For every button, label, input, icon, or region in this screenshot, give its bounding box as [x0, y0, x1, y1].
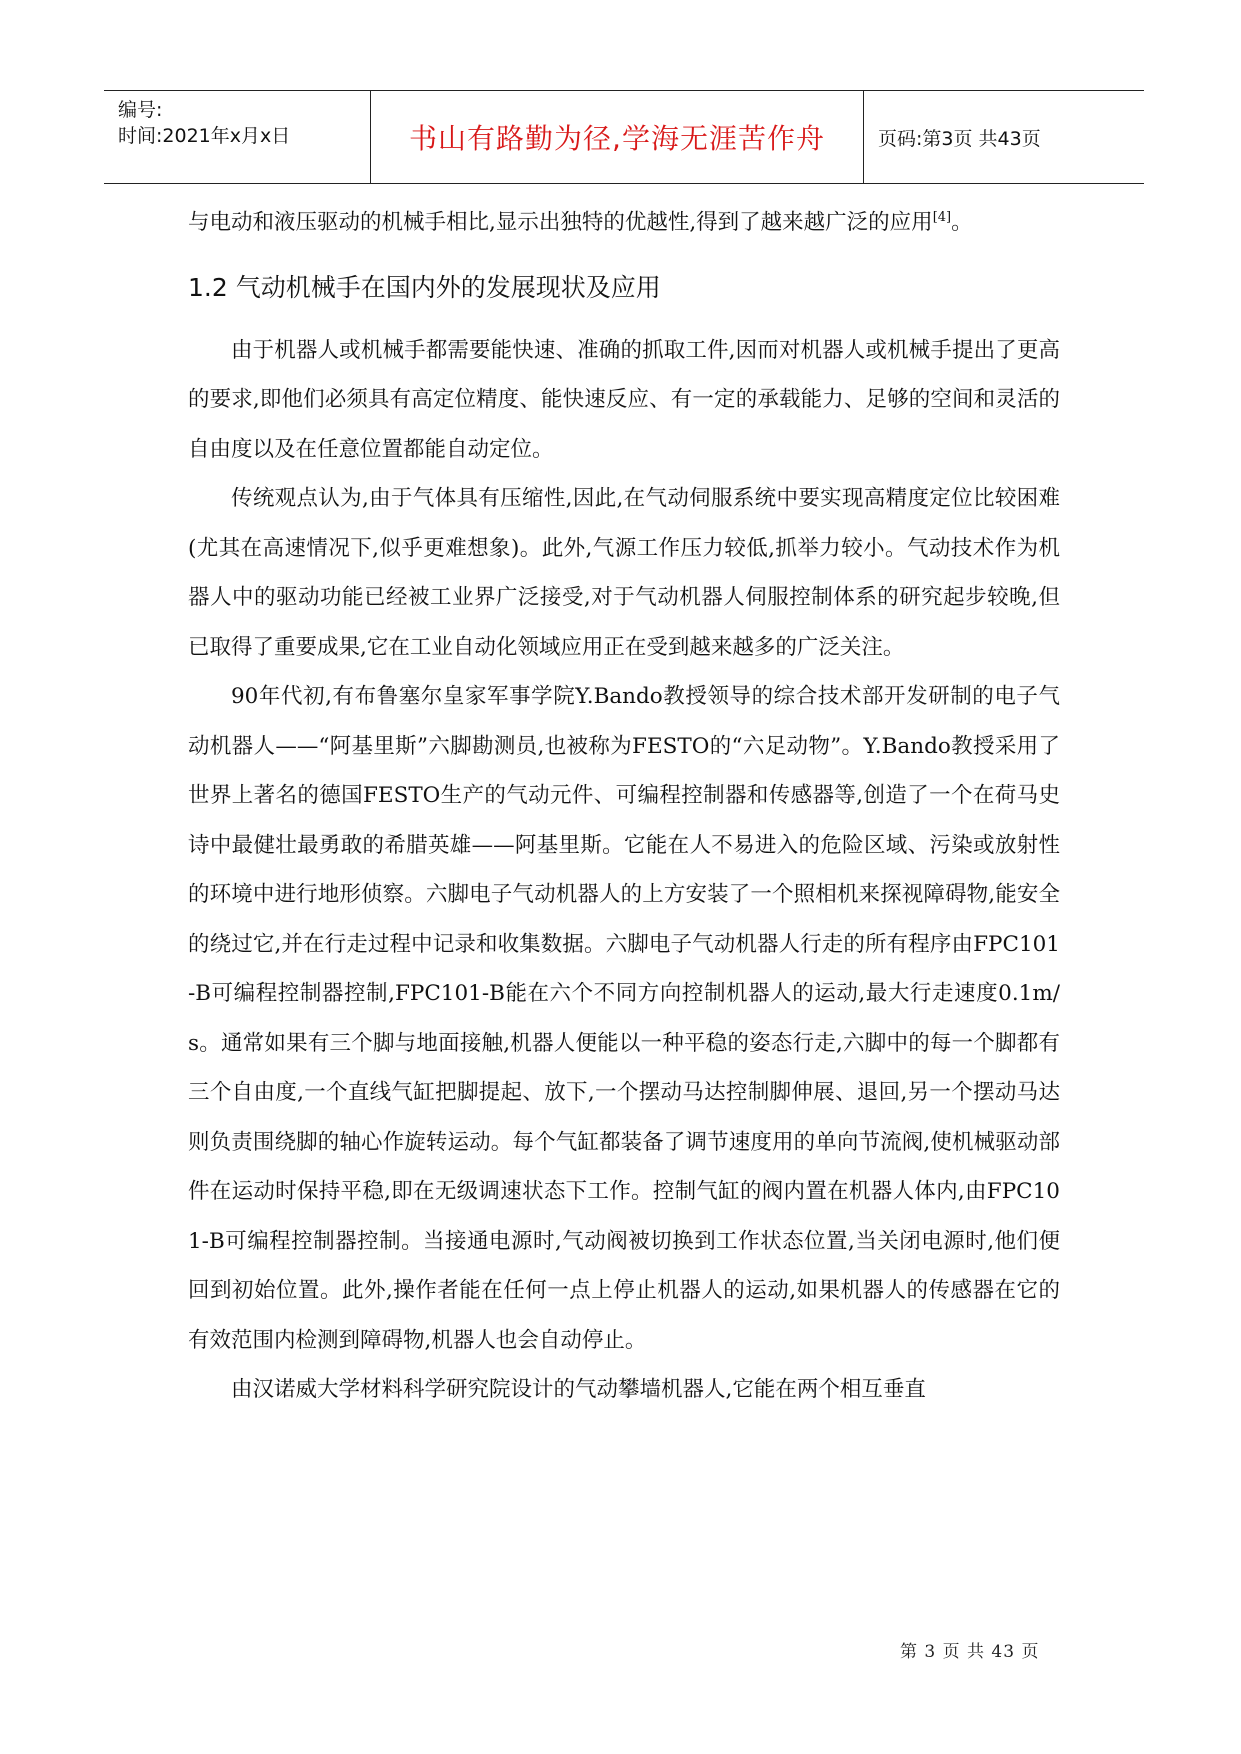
serial-number-label: 编号: [118, 99, 163, 121]
paragraph-traditional-view: 传统观点认为,由于气体具有压缩性,因此,在气动伺服系统中要实现高精度定位比较困难(尤其在高速情况下,似乎更难想象)。此外,气源工作压力较低,抓举力较小。气动技术作为机器人中的驱动功能已经被工业界广泛接受,对于气动机器人伺服控制体系的研究起步较晚,但已取得了重要成果,它在工业自动化领域应用正在受到越来越多的广泛关注。 [188, 486, 1060, 660]
header-info-cell [104, 91, 370, 183]
section-heading: 1.2 气动机械手在国内外的发展现状及应用 [188, 272, 661, 302]
paragraph-hexapod-robot: 90年代初,有布鲁塞尔皇家军事学院Y.Bando教授领导的综合技术部开发研制的电子气动机器人——“阿基里斯”六脚勘测员,也被称为FESTO的“六足动物”。Y.Bando教授采用了世界上著名的德国FESTO生产的气动元件、可编程控制器和传感器等,创造了一个在荷马史诗中最健壮最勇敢的希腊英雄——阿基里斯。它能在人不易进入的危险区域、污染或放射性的环境中进行地形侦察。六脚电子气动机器人的上方安装了一个照相机来探视障碍物,能安全的绕过它,并在行走过程中记录和收集数据。六脚电子气动机器人行走的所有程序由FPC101-B可编程控制器控制,FPC101-B能在六个不同方向控制机器人的运动,最大行走速度0.1m/s。通常如果有三个脚与地面接触,机器人便能以一种平稳的姿态行走,六脚中的每一个脚都有三个自由度,一个直线气缸把脚提起、放下,一个摆动马达控制脚伸展、退回,另一个摆动马达则负责围绕脚的轴心作旋转运动。每个气缸都装备了调节速度用的单向节流阀,使机械驱动部件在运动时保持平稳,即在无级调速状态下工作。控制气缸的阀内置在机器人体内,由FPC101-B可编程控制器控制。当接通电源时,气动阀被切换到工作状态位置,当关闭电源时,他们便回到初始位置。此外,操作者能在任何一点上停止机器人的运动,如果机器人的传感器在它的有效范围内检测到障碍物,机器人也会自动停止。 [188, 684, 1060, 1353]
header-motto-cell [370, 91, 864, 183]
page-footer: 第 3 页 共 43 页 [900, 1642, 1040, 1662]
paragraph-requirements: 由于机器人或机械手都需要能快速、准确的抓取工件,因而对机器人或机械手提出了更高的要求,即他们必须具有高定位精度、能快速反应、有一定的承载能力、足够的空间和灵活的自由度以及在任意位置都能自动定位。 [188, 337, 1060, 462]
paragraph-continuation [188, 198, 1060, 248]
page-header [104, 90, 1144, 184]
citation-reference: [4] [932, 209, 952, 225]
paragraph-text: 与电动和液压驱动的机械手相比,显示出独特的优越性,得到了越来越广泛的应用 [188, 210, 933, 235]
page-code-label: 页码:第3页 共43页 [878, 127, 1041, 150]
header-page-cell [864, 91, 1144, 183]
motto-text: 书山有路勤为径,学海无涯苦作舟 [409, 122, 825, 155]
document-body [188, 198, 1060, 1415]
date-label: 时间:2021年x月x日 [118, 125, 291, 147]
paragraph-end: 。 [951, 210, 973, 235]
paragraph-climbing-robot: 由汉诺威大学材料科学研究院设计的气动攀墙机器人,它能在两个相互垂直 [231, 1377, 926, 1402]
